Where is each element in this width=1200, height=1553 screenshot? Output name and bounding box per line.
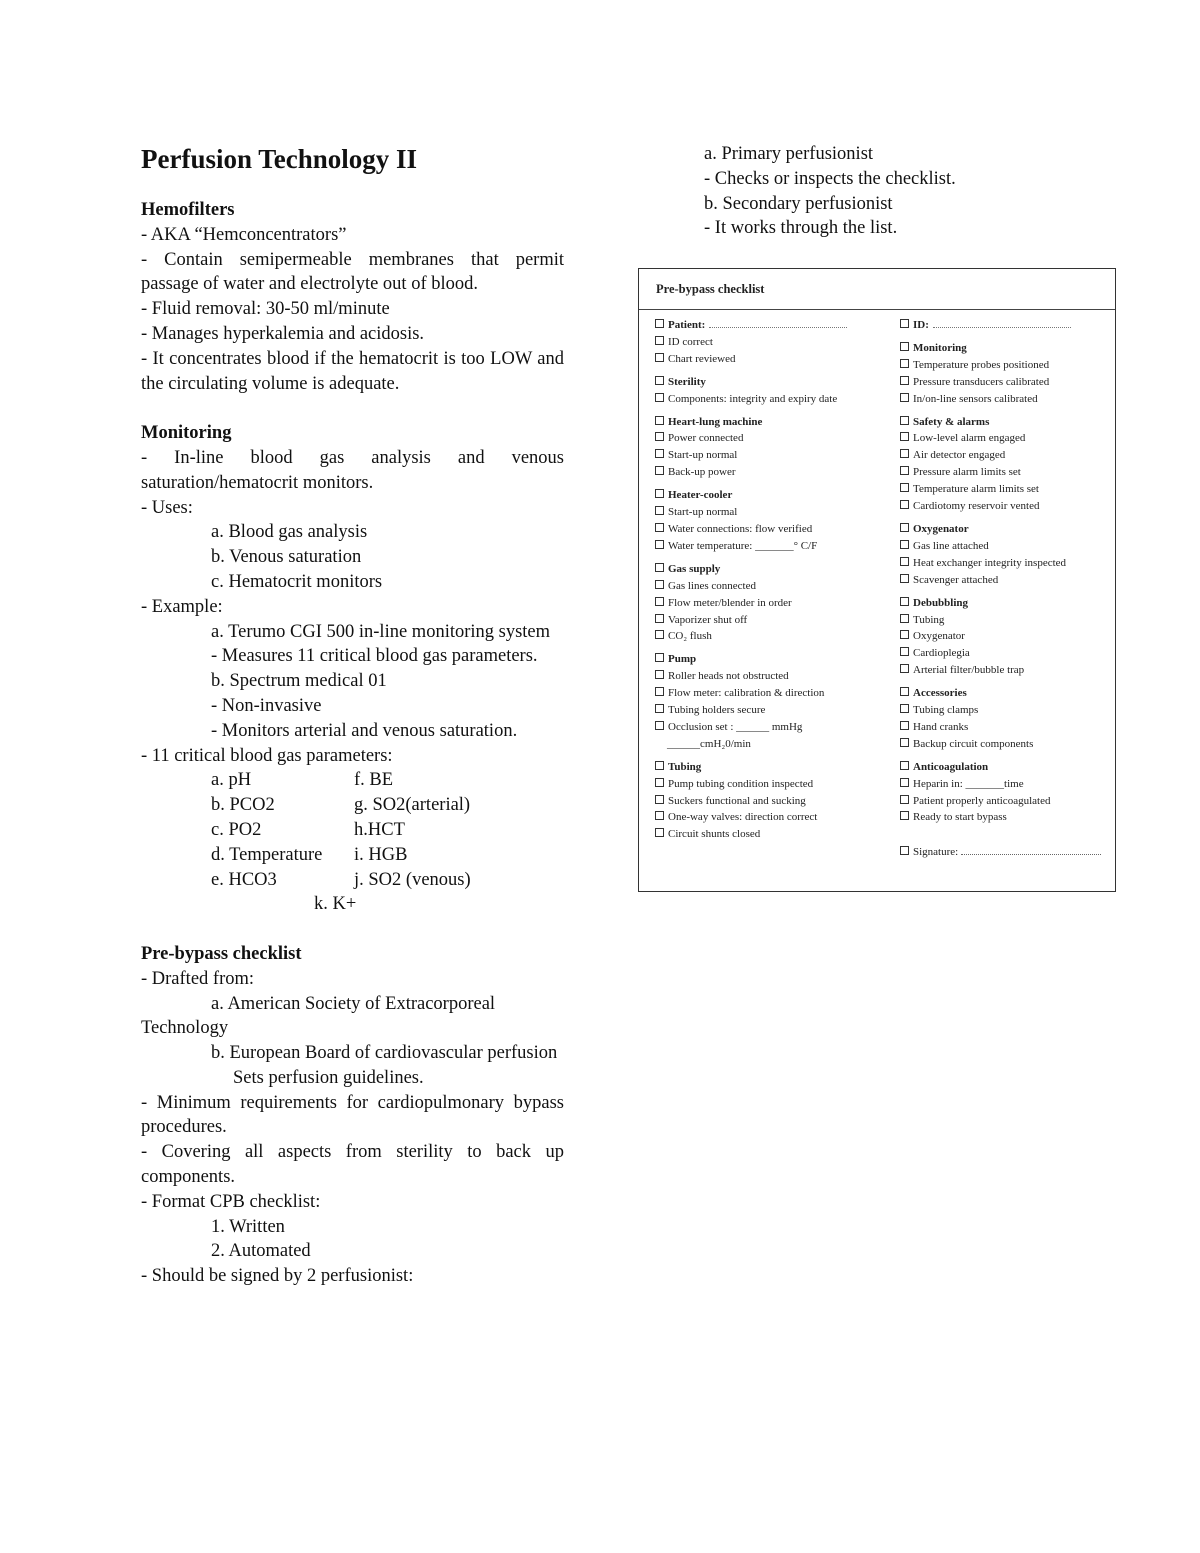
checkbox-icon xyxy=(900,523,909,532)
checklist-heading-label: Safety & alarms xyxy=(913,415,990,428)
parameter-item: f. BE xyxy=(354,770,394,791)
checkbox-icon xyxy=(900,778,909,787)
checklist-item xyxy=(655,430,883,447)
checklist-item xyxy=(655,464,883,481)
text-line: a. Primary perfusionist xyxy=(704,144,874,164)
checkbox-icon xyxy=(655,432,664,441)
checklist-item-label: Flow meter: calibration & direction xyxy=(668,687,825,700)
checklist-item-label: Vaporizer shut off xyxy=(668,613,748,626)
checkbox-icon xyxy=(900,647,909,656)
checklist-item-label: Hand cranks xyxy=(913,720,969,733)
checklist-item-label: Tubing clamps xyxy=(913,704,979,717)
checkbox-icon xyxy=(900,687,909,696)
parameter-item: c. PO2 xyxy=(211,819,262,840)
checklist-item xyxy=(900,612,1112,629)
checkbox-icon xyxy=(900,738,909,747)
checklist-heading-label: Patient: xyxy=(668,319,706,331)
checklist-section-heading xyxy=(900,521,1112,538)
text-line: - Format CPB checklist: xyxy=(141,1191,321,1212)
checkbox-icon xyxy=(900,466,909,475)
checklist-section-heading xyxy=(900,685,1112,702)
fill-in-line xyxy=(933,319,1071,328)
checklist-item-label: Oxygenator xyxy=(913,630,965,643)
checkbox-icon xyxy=(655,828,664,837)
text-line: - Manages hyperkalemia and acidosis. xyxy=(141,323,425,344)
text-line: - AKA “Hemconcentrators” xyxy=(141,224,347,245)
checkbox-icon xyxy=(900,811,909,820)
checklist-item-label: In/on-line sensors calibrated xyxy=(913,392,1038,405)
checklist-item-label: One-way valves: direction correct xyxy=(668,811,818,824)
checklist-item-label: ______cmH₂0/min xyxy=(667,737,751,750)
checklist-figure xyxy=(638,268,1116,892)
checklist-item xyxy=(900,572,1112,589)
checklist-item-label: Components: integrity and expiry date xyxy=(668,392,838,405)
checklist-item xyxy=(655,521,883,538)
checklist-item-label: Water connections: flow verified xyxy=(668,522,813,535)
checkbox-icon xyxy=(655,523,664,532)
checkbox-icon xyxy=(655,580,664,589)
document-title: Perfusion Technology II xyxy=(141,144,418,174)
checklist-section-heading xyxy=(655,374,883,391)
checklist-item-label: Roller heads not obstructed xyxy=(668,670,789,683)
checklist-item xyxy=(900,662,1112,679)
signature-label: Signature: xyxy=(913,846,959,859)
checklist-item xyxy=(655,391,883,408)
checklist-section-heading xyxy=(900,595,1112,612)
list-item: 2. Automated xyxy=(211,1241,311,1262)
text-line: - 11 critical blood gas parameters: xyxy=(141,745,393,766)
checklist-item-label: Back-up power xyxy=(668,466,736,479)
checklist-item-label: Occlusion set : ______ mmHg xyxy=(668,720,803,733)
text-line: - Checks or inspects the checklist. xyxy=(704,168,956,189)
checklist-item xyxy=(655,538,883,555)
checkbox-icon xyxy=(900,483,909,492)
list-item: a. Blood gas analysis xyxy=(211,522,368,543)
checklist-item-label: Pressure alarm limits set xyxy=(913,466,1021,479)
checklist-item-label: CO₂ flush xyxy=(668,630,712,643)
checklist-item-label: Heparin in: _______time xyxy=(913,777,1024,790)
checkbox-icon xyxy=(900,540,909,549)
checkbox-icon xyxy=(655,761,664,770)
checklist-section-heading xyxy=(900,759,1112,776)
text-line: - Drafted from: xyxy=(141,968,255,989)
checkbox-icon xyxy=(655,704,664,713)
checklist-heading-label: Heart-lung machine xyxy=(668,415,763,428)
checklist-item xyxy=(900,498,1112,515)
text-line: - In-line blood gas analysis and venous saturation/hematocrit monitors. xyxy=(141,447,564,493)
checkbox-icon xyxy=(655,393,664,402)
parameter-grid xyxy=(141,768,564,892)
checklist-section-heading xyxy=(655,651,883,668)
checkbox-icon xyxy=(655,614,664,623)
checkbox-icon xyxy=(655,653,664,662)
checkbox-icon xyxy=(900,376,909,385)
text-line: - It concentrates blood if the hematocrit is too LOW and the circulating volume is adequate. xyxy=(141,348,564,394)
checklist-item xyxy=(900,447,1112,464)
checkbox-icon xyxy=(655,353,664,362)
parameter-item: h.HCT xyxy=(354,819,405,840)
checkbox-icon xyxy=(900,630,909,639)
checklist-item-label: Start-up normal xyxy=(668,506,738,519)
checklist-item-label: Gas line attached xyxy=(913,539,989,552)
checkbox-icon xyxy=(655,778,664,787)
checklist-item-label: Flow meter/blender in order xyxy=(668,596,792,609)
checkbox-icon xyxy=(655,506,664,515)
checkbox-icon xyxy=(900,319,909,328)
checkbox-icon xyxy=(655,670,664,679)
checklist-heading-label: Monitoring xyxy=(913,341,967,354)
list-item: c. Hematocrit monitors xyxy=(211,571,383,592)
checkbox-icon xyxy=(655,811,664,820)
checklist-item xyxy=(900,809,1112,826)
text-line: - Contain semipermeable membranes that permit passage of water and electrolyte out of blood. xyxy=(141,249,564,295)
checklist-item-label: ID correct xyxy=(668,335,713,348)
list-item: a. American Society of Extracorporeal Technology xyxy=(141,993,496,1039)
checklist-item xyxy=(655,447,883,464)
checklist-item-label: Temperature probes positioned xyxy=(913,358,1050,371)
parameter-item: a. pH xyxy=(211,770,252,791)
checklist-heading-label: Oxygenator xyxy=(913,522,969,535)
checkbox-icon xyxy=(655,563,664,572)
checklist-item xyxy=(655,719,883,736)
checkbox-icon xyxy=(655,466,664,475)
fill-in-line xyxy=(709,319,847,328)
checklist-item xyxy=(655,826,883,843)
checklist-item xyxy=(655,776,883,793)
checklist-item-label: Power connected xyxy=(668,432,744,445)
checklist-item-label: Temperature alarm limits set xyxy=(913,483,1039,496)
list-item: b. European Board of cardiovascular perfusion xyxy=(211,1043,558,1064)
checklist-item xyxy=(900,702,1112,719)
checkbox-icon xyxy=(900,432,909,441)
checkbox-icon xyxy=(655,319,664,328)
text-line: b. Secondary perfusionist xyxy=(704,193,893,214)
checklist-item xyxy=(655,668,883,685)
checkbox-icon xyxy=(655,449,664,458)
checklist-item xyxy=(900,464,1112,481)
checkbox-icon xyxy=(900,614,909,623)
list-item: a. Terumo CGI 500 in-line monitoring system xyxy=(211,621,551,642)
text-line: - Fluid removal: 30-50 ml/minute xyxy=(141,299,390,320)
section-heading-monitoring: Monitoring xyxy=(141,423,232,444)
checkbox-icon xyxy=(655,540,664,549)
checkbox-icon xyxy=(900,359,909,368)
checklist-item-label: Start-up normal xyxy=(668,449,738,462)
parameter-item: i. HGB xyxy=(354,844,408,865)
checklist-heading-label: Gas supply xyxy=(668,562,721,575)
checkbox-icon xyxy=(900,574,909,583)
checklist-item xyxy=(655,612,883,629)
checklist-item xyxy=(900,391,1112,408)
checklist-heading-label: Heater-cooler xyxy=(668,489,733,502)
checklist-item xyxy=(655,736,883,753)
checklist-item-label: Chart reviewed xyxy=(668,352,736,365)
list-item: - Measures 11 critical blood gas parameters. xyxy=(211,646,538,667)
checklist-heading-label: Accessories xyxy=(913,687,967,700)
text-line: - Uses: xyxy=(141,497,193,518)
checkbox-icon xyxy=(900,557,909,566)
list-item: b. Spectrum medical 01 xyxy=(211,671,387,692)
checkbox-icon xyxy=(655,597,664,606)
checklist-item-label: Tubing xyxy=(913,613,945,626)
checkbox-icon xyxy=(900,449,909,458)
checklist-heading-label: Debubbling xyxy=(913,596,969,609)
checklist-section-heading xyxy=(655,317,883,334)
text-line: Sets perfusion guidelines. xyxy=(233,1067,424,1088)
checkbox-icon xyxy=(655,336,664,345)
checklist-item xyxy=(655,578,883,595)
checklist-item-label: Pump tubing condition inspected xyxy=(668,777,814,790)
list-item: - Non-invasive xyxy=(211,695,322,716)
right-column xyxy=(704,142,1124,241)
checklist-item xyxy=(900,430,1112,447)
checklist-item-label: Tubing holders secure xyxy=(668,704,766,717)
checkbox-icon xyxy=(900,416,909,425)
checklist-item xyxy=(655,334,883,351)
checklist-item xyxy=(900,374,1112,391)
parameter-item: b. PCO2 xyxy=(211,795,275,816)
checkbox-icon xyxy=(900,500,909,509)
checklist-item xyxy=(900,645,1112,662)
checklist-item-label: Gas lines connected xyxy=(668,579,756,592)
checkbox-icon xyxy=(900,393,909,402)
parameter-item: j. SO2 (venous) xyxy=(354,869,471,890)
signature-line xyxy=(900,844,1112,861)
left-column xyxy=(141,142,564,1289)
checkbox-icon xyxy=(900,597,909,606)
list-item: b. Venous saturation xyxy=(211,547,362,568)
parameter-item: d. Temperature xyxy=(211,844,323,865)
parameter-item: g. SO2(arterial) xyxy=(354,795,471,816)
checklist-item xyxy=(655,628,883,645)
checklist-section-heading xyxy=(655,561,883,578)
checklist-item xyxy=(655,809,883,826)
checkbox-icon xyxy=(655,630,664,639)
checklist-item-label: Backup circuit components xyxy=(913,737,1034,750)
checklist-item xyxy=(900,628,1112,645)
checklist-item-label: Cardioplegia xyxy=(913,647,970,660)
list-item: - Monitors arterial and venous saturation. xyxy=(211,720,518,741)
checklist-column-right xyxy=(900,317,1112,861)
checklist-item-label: Ready to start bypass xyxy=(913,811,1007,824)
section-heading-prebypass: Pre-bypass checklist xyxy=(141,943,302,964)
checklist-item xyxy=(900,357,1112,374)
text-line: - Example: xyxy=(141,596,223,617)
checklist-section-heading xyxy=(900,317,1112,334)
checklist-item-label: Arterial filter/bubble trap xyxy=(913,664,1025,677)
checklist-section-heading xyxy=(655,414,883,431)
checklist-heading-label: Tubing xyxy=(668,760,702,773)
checklist-item-label: Heat exchanger integrity inspected xyxy=(913,556,1067,569)
checklist-item-label: Cardiotomy reservoir vented xyxy=(913,500,1040,513)
checkbox-icon xyxy=(900,721,909,730)
checklist-heading-label: Sterility xyxy=(668,375,706,388)
checklist-heading-label: Anticoagulation xyxy=(913,760,989,773)
checklist-column-left xyxy=(655,317,883,843)
checkbox-icon xyxy=(655,687,664,696)
checkbox-icon xyxy=(900,704,909,713)
checklist-item-label: Water temperature: _______° C/F xyxy=(668,539,818,552)
checkbox-icon xyxy=(900,664,909,673)
checkbox-icon xyxy=(900,342,909,351)
figure-divider xyxy=(639,309,1115,310)
checklist-item-label: Scavenger attached xyxy=(913,573,999,586)
checklist-item-label: Circuit shunts closed xyxy=(668,828,761,841)
text-line: - Minimum requirements for cardiopulmonary bypass procedures. xyxy=(141,1092,564,1138)
checklist-item-label: Patient properly anticoagulated xyxy=(913,794,1051,807)
checklist-section-heading xyxy=(655,759,883,776)
text-line: - Should be signed by 2 perfusionist: xyxy=(141,1266,414,1287)
checklist-item xyxy=(655,351,883,368)
checklist-item xyxy=(655,504,883,521)
checklist-item xyxy=(900,776,1112,793)
section-heading-hemofilters: Hemofilters xyxy=(141,200,235,220)
checkbox-icon xyxy=(900,795,909,804)
checklist-item xyxy=(900,481,1112,498)
checklist-item xyxy=(900,736,1112,753)
checklist-item xyxy=(900,538,1112,555)
parameter-item: e. HCO3 xyxy=(211,869,277,890)
list-item: 1. Written xyxy=(211,1216,285,1237)
checklist-item xyxy=(655,702,883,719)
checkbox-icon xyxy=(655,721,664,730)
checklist-heading-label: ID: xyxy=(913,319,929,331)
figure-title: Pre-bypass checklist xyxy=(656,282,765,296)
checklist-item xyxy=(655,685,883,702)
checklist-item xyxy=(655,793,883,810)
checklist-section-heading xyxy=(900,340,1112,357)
checklist-item-label: Low-level alarm engaged xyxy=(913,432,1026,445)
checklist-item-label: Air detector engaged xyxy=(913,449,1006,462)
text-line: - It works through the list. xyxy=(704,218,898,239)
signature-fill-line xyxy=(961,846,1101,855)
checkbox-icon xyxy=(900,761,909,770)
checklist-item xyxy=(900,555,1112,572)
checkbox-icon xyxy=(655,795,664,804)
parameter-item: k. K+ xyxy=(314,894,357,915)
checklist-item xyxy=(655,595,883,612)
text-line: - Covering all aspects from sterility to back up components. xyxy=(141,1142,564,1188)
checkbox-icon xyxy=(655,489,664,498)
checklist-item xyxy=(900,719,1112,736)
checklist-item-label: Pressure transducers calibrated xyxy=(913,375,1050,388)
checklist-item xyxy=(900,793,1112,810)
checklist-heading-label: Pump xyxy=(668,653,697,666)
checkbox-icon xyxy=(655,376,664,385)
checkbox-icon xyxy=(655,416,664,425)
checklist-section-heading xyxy=(900,414,1112,431)
checkbox-icon xyxy=(900,846,909,855)
checklist-section-heading xyxy=(655,487,883,504)
checklist-item-label: Suckers functional and sucking xyxy=(668,794,806,807)
